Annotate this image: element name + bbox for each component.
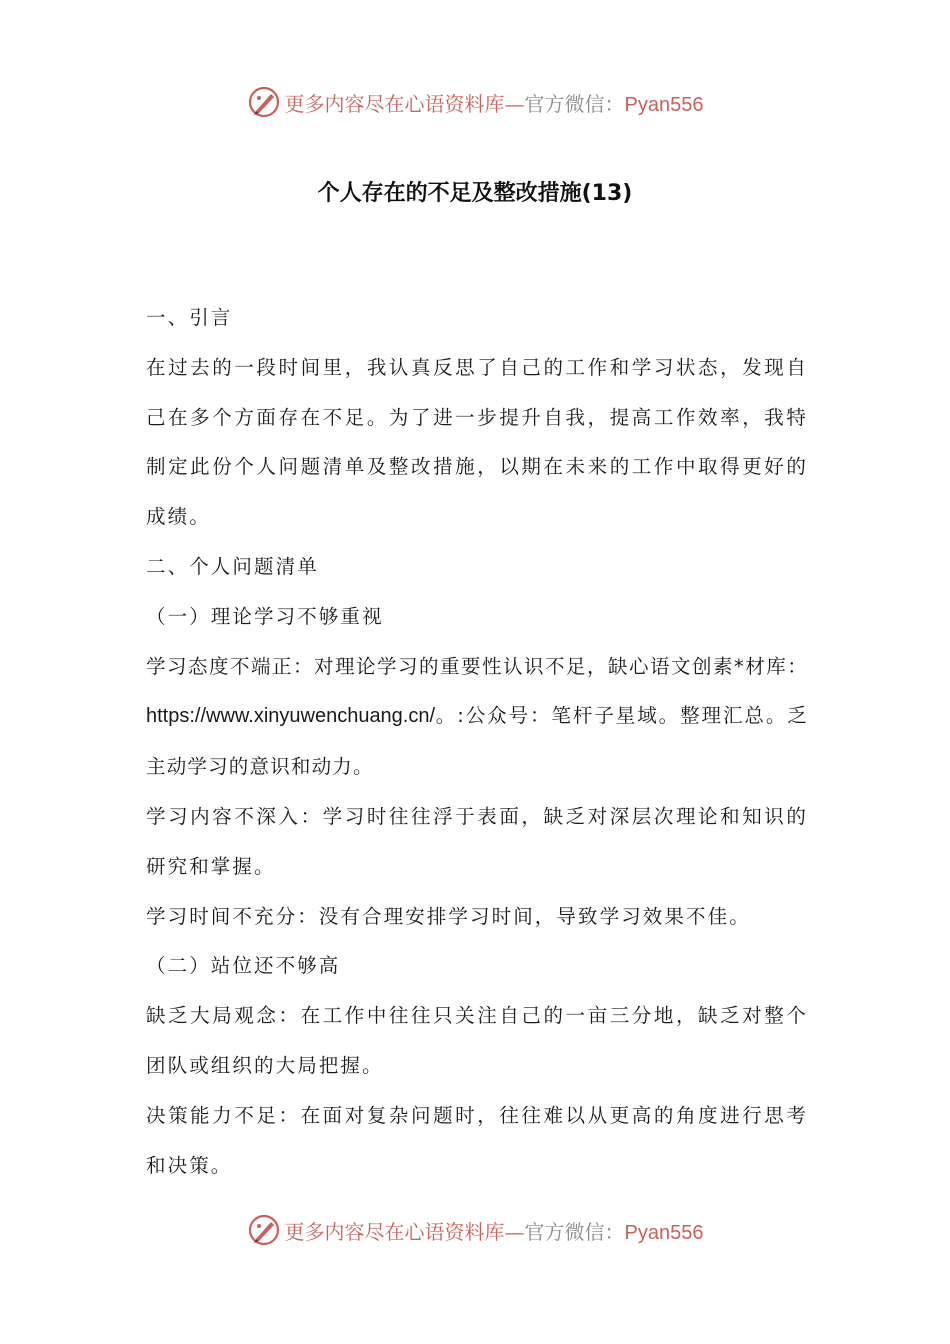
banner-text: 更多内容尽在心语资料库—官方微信：Pyan556 <box>284 1219 704 1244</box>
subsection-heading-theory: （一）理论学习不够重视 <box>146 604 384 628</box>
intro-paragraph: 在过去的一段时间里，我认真反思了自己的工作和学习状态，发现自己在多个方面存在不足。为了进一步提升自我，提高工作效率，我特制定此份个人问题清单及整改措施，以期在未来的工作中取得更好的成绩。 <box>146 355 808 529</box>
paragraph-study-time: 学习时间不充分：没有合理安排学习时间，导致学习效果不佳。 <box>146 904 751 928</box>
resource-link[interactable]: https://www.xinyuwenchuang.cn/ <box>146 705 436 728</box>
subsection-heading-standpoint: （二）站位还不够高 <box>146 954 341 978</box>
paragraph-content-depth: 学习内容不深入：学习时往往浮于表面，缺乏对深层次理论和知识的研究和掌握。 <box>146 804 808 878</box>
document-body <box>146 293 808 1190</box>
header-banner <box>0 82 950 122</box>
section-heading-problems: 二、个人问题清单 <box>146 554 319 578</box>
paragraph-big-picture: 缺乏大局观念：在工作中往往只关注自己的一亩三分地，缺乏对整个团队或组织的大局把握。 <box>146 1004 808 1077</box>
footer-banner <box>0 1210 950 1250</box>
pen-logo-icon <box>247 1213 281 1247</box>
document-title: 个人存在的不足及整改措施(13) <box>317 181 633 206</box>
pen-logo-icon <box>247 85 281 119</box>
section-heading-intro: 一、引言 <box>146 306 233 329</box>
banner-text: 更多内容尽在心语资料库—官方微信：Pyan556 <box>284 91 704 116</box>
paragraph-decision: 决策能力不足：在面对复杂问题时，往往难以从更高的角度进行思考和决策。 <box>146 1103 808 1177</box>
paragraph-attitude: 学习态度不端正：对理论学习的重要性认识不足，缺心语文创素*材库：https://www.xinyuwenchuang.cn/。:公众号：笔杆子星域。整理汇总。乏主动学习的意识和动力。 <box>146 654 808 779</box>
